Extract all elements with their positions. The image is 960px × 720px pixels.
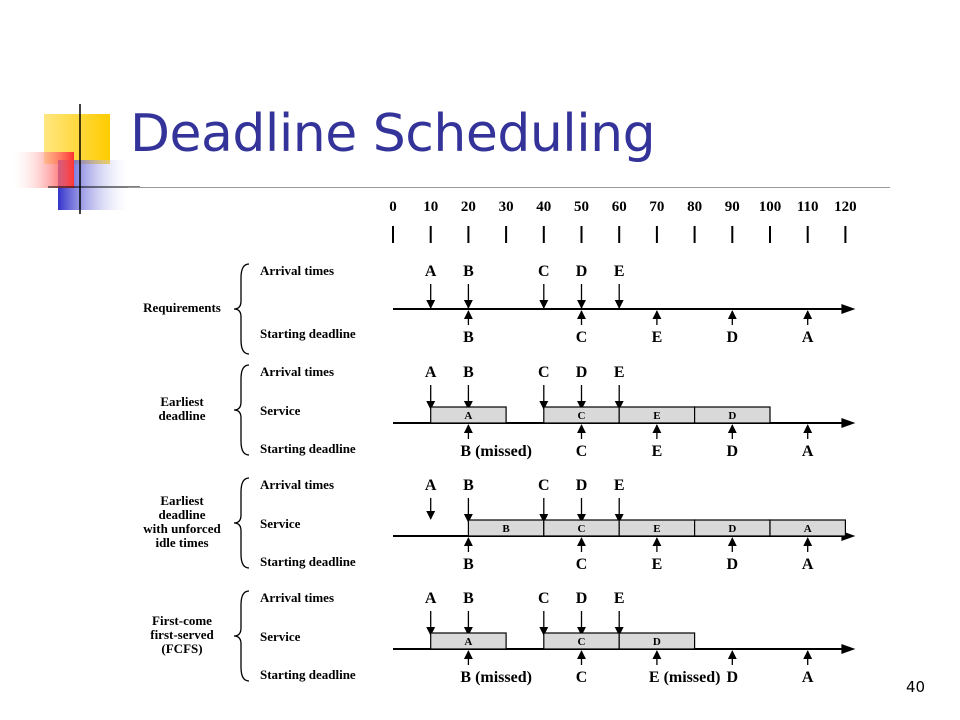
deadline-label: A bbox=[801, 669, 814, 686]
arrival-label: C bbox=[538, 590, 550, 607]
slide-title: Deadline Scheduling bbox=[130, 104, 656, 164]
service-bar-label: C bbox=[577, 523, 586, 535]
arrival-label: A bbox=[424, 364, 437, 381]
axis-tick-label: 30 bbox=[498, 199, 514, 215]
deadline-label: D bbox=[726, 329, 739, 346]
axis-tick-label: 40 bbox=[536, 199, 552, 215]
missed-deadline-label: B (missed) bbox=[460, 669, 532, 686]
arrival-label: E bbox=[613, 364, 625, 381]
section-label: Requirements bbox=[143, 300, 221, 315]
section-label: idle times bbox=[155, 535, 209, 550]
arrival-label: A bbox=[424, 263, 437, 280]
deadline-label: B bbox=[463, 329, 474, 346]
time-axis bbox=[389, 199, 856, 243]
schedule-section bbox=[143, 263, 855, 354]
deadline-label: C bbox=[575, 669, 588, 686]
deadline-label: E bbox=[651, 556, 663, 573]
arrival-label: A bbox=[424, 477, 437, 494]
row-label-deadline: Starting deadline bbox=[260, 326, 356, 341]
axis-tick-label: 70 bbox=[649, 199, 665, 215]
row-label-arrival: Arrival times bbox=[260, 590, 335, 605]
axis-tick-label: 60 bbox=[611, 199, 627, 215]
deadline-label: D bbox=[726, 443, 739, 460]
arrival-label: D bbox=[575, 590, 588, 607]
service-bar-label: E bbox=[653, 410, 661, 422]
axis-tick-label: 50 bbox=[574, 199, 589, 215]
timeline-arrowhead bbox=[841, 418, 855, 428]
missed-deadline-label: B (missed) bbox=[460, 443, 532, 460]
schedule-section bbox=[150, 590, 855, 686]
section-label: deadline bbox=[158, 408, 206, 423]
deadline-label: B bbox=[463, 556, 474, 573]
arrival-label: A bbox=[424, 590, 437, 607]
deadline-label: A bbox=[801, 329, 814, 346]
deadline-label: C bbox=[575, 556, 588, 573]
row-label-arrival: Arrival times bbox=[260, 477, 335, 492]
service-bar-label: A bbox=[803, 523, 812, 535]
row-label-arrival: Arrival times bbox=[260, 364, 335, 379]
row-label-service: Service bbox=[260, 629, 301, 644]
row-label-deadline: Starting deadline bbox=[260, 441, 356, 456]
schedule-section bbox=[159, 364, 856, 460]
arrival-label: D bbox=[575, 263, 588, 280]
deadline-label: E bbox=[651, 329, 663, 346]
deadline-label: C bbox=[575, 329, 588, 346]
deadline-label: A bbox=[801, 556, 814, 573]
section-label: First-come bbox=[152, 613, 212, 628]
service-bar-label: D bbox=[728, 523, 737, 535]
axis-tick-label: 80 bbox=[687, 199, 703, 215]
arrival-label: C bbox=[538, 263, 550, 280]
axis-tick-label: 0 bbox=[389, 199, 397, 215]
axis-tick-label: 120 bbox=[834, 199, 857, 215]
service-bar-label: E bbox=[653, 523, 661, 535]
service-bar-label: A bbox=[464, 636, 473, 648]
timeline-arrowhead bbox=[841, 644, 855, 654]
missed-deadline-label: E (missed) bbox=[648, 669, 721, 686]
arrival-label: E bbox=[613, 263, 625, 280]
service-bar-label: C bbox=[577, 636, 586, 648]
row-label-arrival: Arrival times bbox=[260, 263, 335, 278]
row-label-deadline: Starting deadline bbox=[260, 554, 356, 569]
arrival-label: D bbox=[575, 364, 588, 381]
service-bar-label: D bbox=[652, 636, 661, 648]
section-brace bbox=[234, 264, 249, 354]
arrival-label: E bbox=[613, 477, 625, 494]
arrival-label: E bbox=[613, 590, 625, 607]
axis-tick-label: 100 bbox=[758, 199, 782, 215]
arrival-label: D bbox=[575, 477, 588, 494]
service-bar-label: B bbox=[502, 523, 510, 535]
section-brace bbox=[234, 591, 249, 681]
section-brace bbox=[234, 478, 249, 568]
section-label: Earliest bbox=[160, 394, 204, 409]
service-bar-label: C bbox=[577, 410, 586, 422]
section-label: with unforced bbox=[143, 521, 221, 536]
schedule-sections bbox=[143, 263, 855, 686]
arrival-label: B bbox=[463, 477, 474, 494]
service-bar-label: A bbox=[464, 410, 473, 422]
deadline-label: A bbox=[801, 443, 814, 460]
section-brace bbox=[234, 365, 249, 455]
row-label-service: Service bbox=[260, 516, 301, 531]
deadline-label: D bbox=[726, 669, 739, 686]
service-bar-label: D bbox=[728, 410, 737, 422]
section-label: (FCFS) bbox=[161, 641, 203, 656]
arrival-label: B bbox=[463, 590, 474, 607]
section-label: first-served bbox=[150, 627, 214, 642]
row-label-deadline: Starting deadline bbox=[260, 667, 356, 682]
arrival-label: B bbox=[463, 364, 474, 381]
arrival-label: B bbox=[463, 263, 474, 280]
row-label-service: Service bbox=[260, 403, 301, 418]
section-label: deadline bbox=[158, 507, 206, 522]
page-number: 40 bbox=[906, 678, 926, 696]
deadline-label: C bbox=[575, 443, 588, 460]
axis-tick-label: 90 bbox=[724, 199, 740, 215]
deadline-label: D bbox=[726, 556, 739, 573]
arrival-label: C bbox=[538, 477, 550, 494]
section-label: Earliest bbox=[160, 493, 204, 508]
arrival-label: C bbox=[538, 364, 550, 381]
axis-tick-label: 110 bbox=[796, 199, 819, 215]
deadline-label: E bbox=[651, 443, 663, 460]
axis-tick-label: 20 bbox=[460, 199, 476, 215]
schedule-section bbox=[143, 477, 855, 573]
timeline-arrowhead bbox=[841, 304, 855, 314]
axis-tick-label: 10 bbox=[423, 199, 439, 215]
